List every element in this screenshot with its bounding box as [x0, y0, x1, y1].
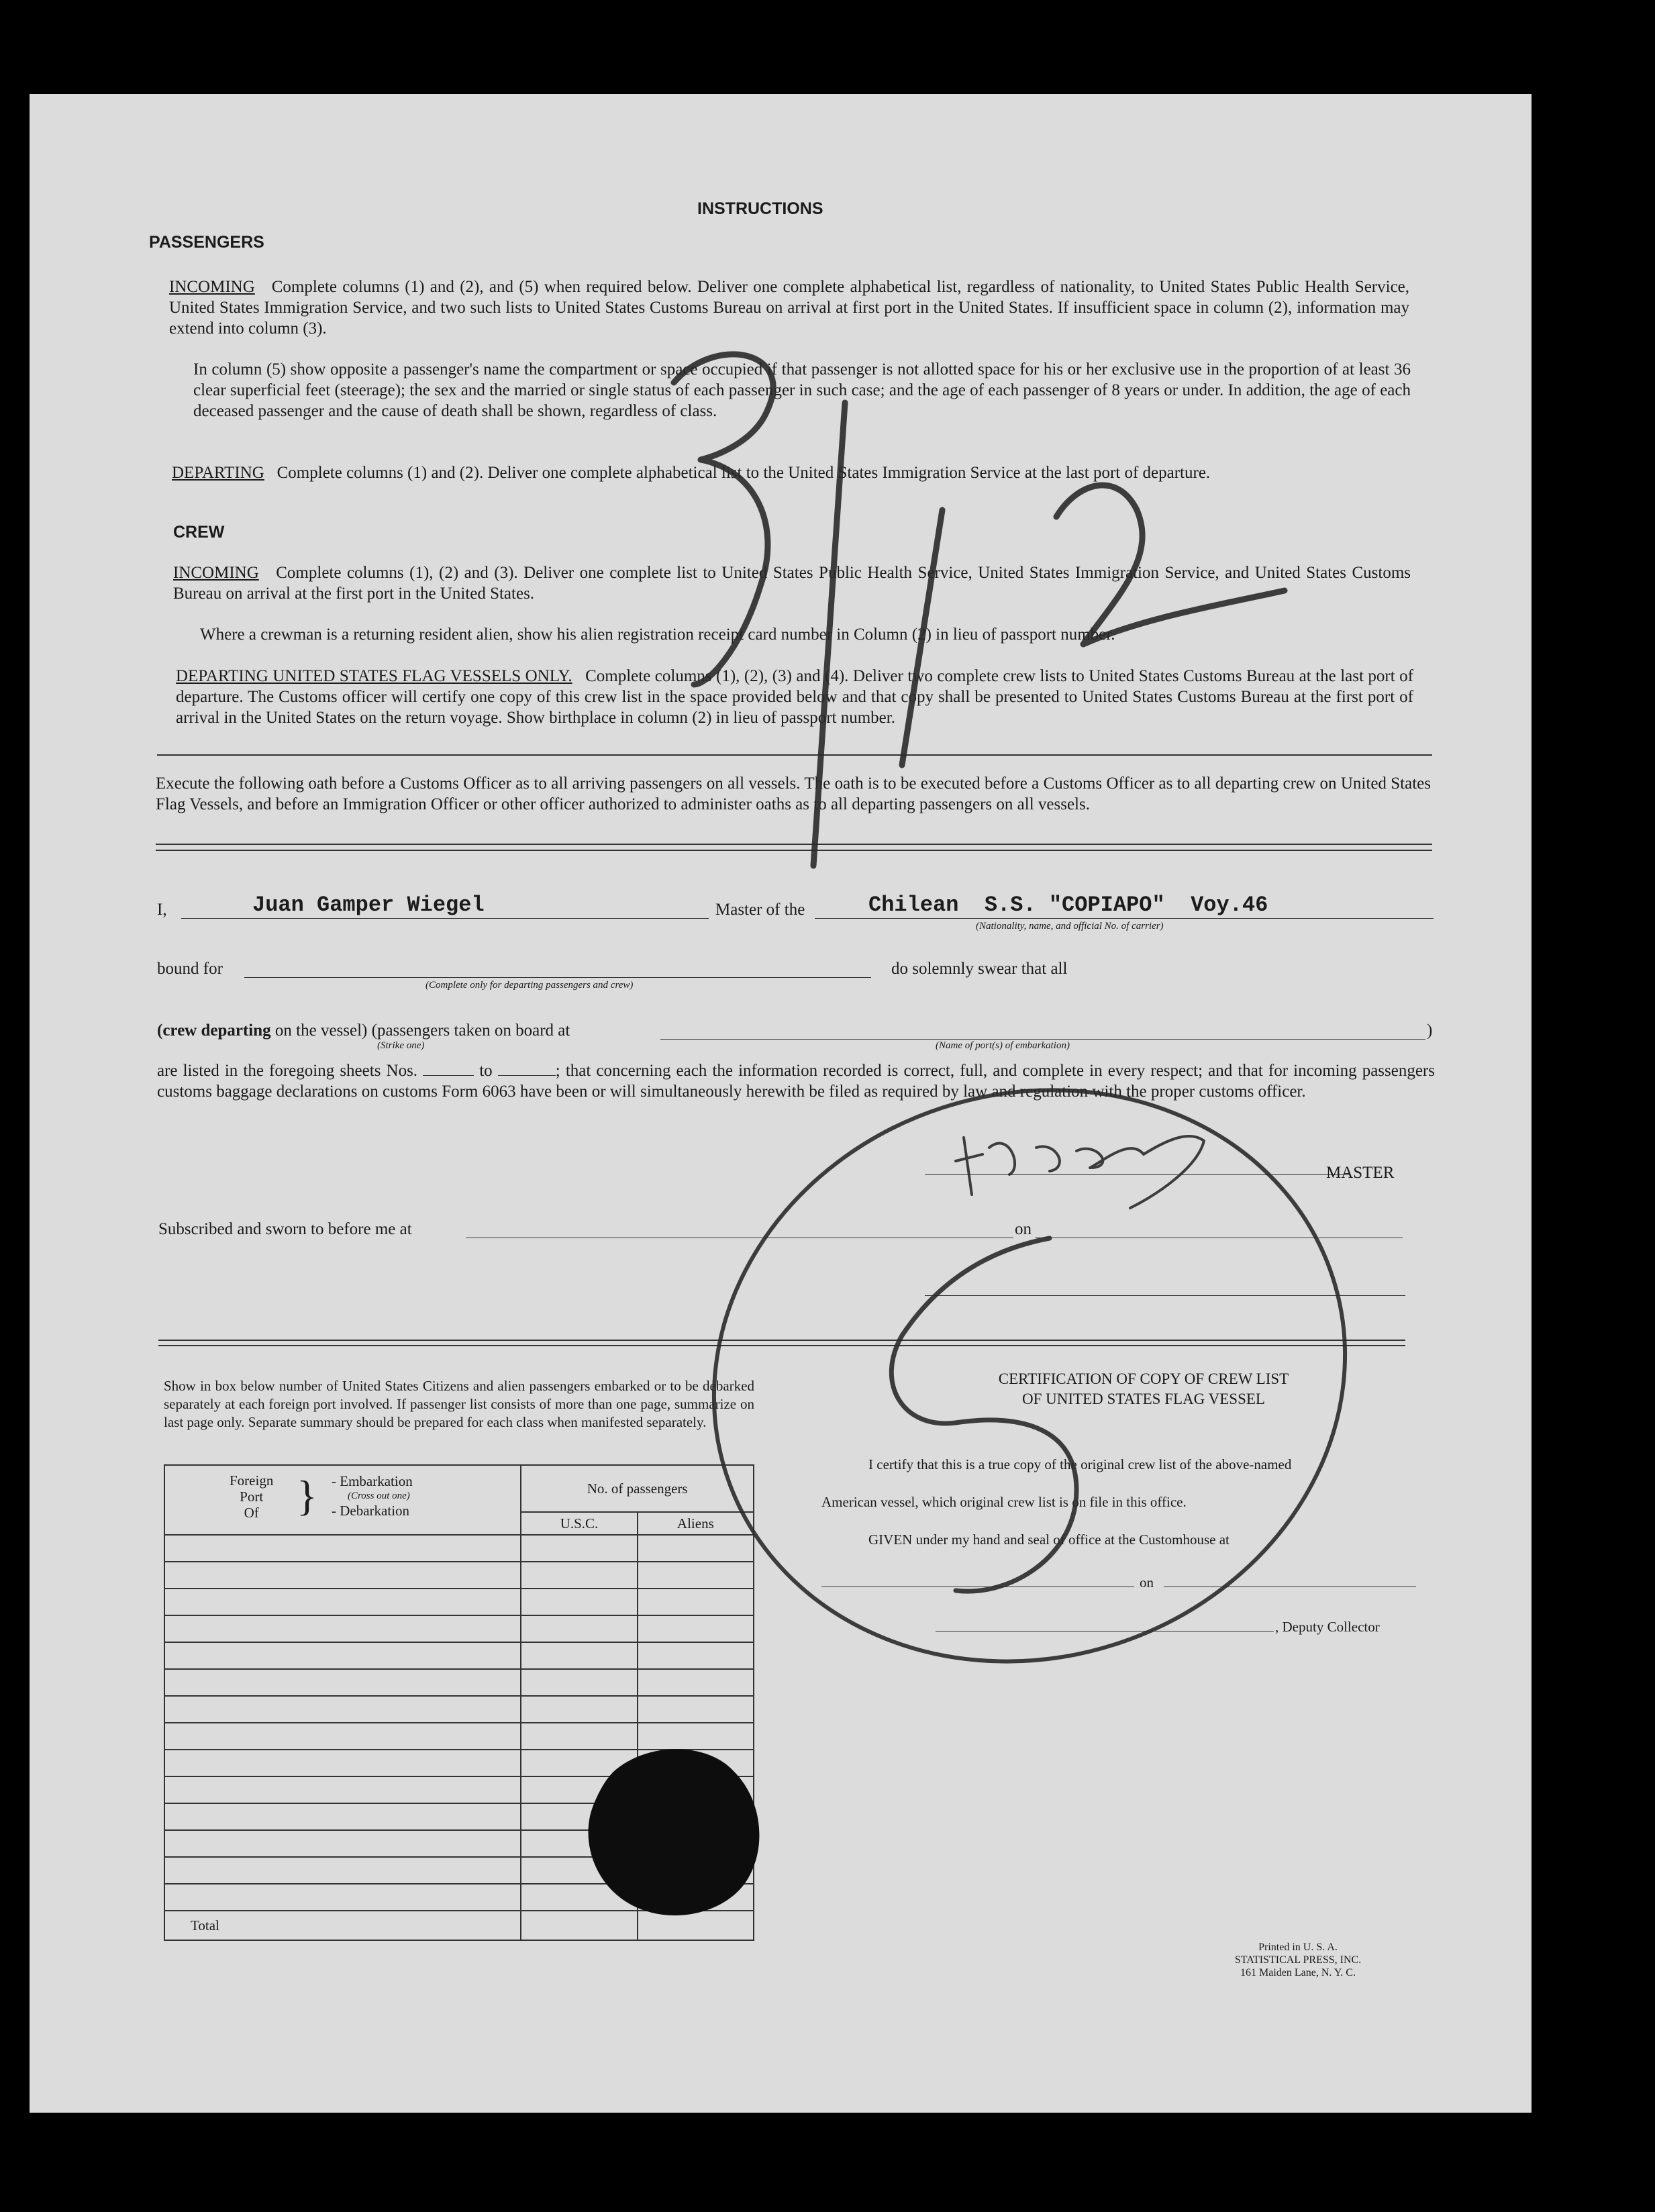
- vessel-value[interactable]: Chilean S.S. "COPIAPO" Voy.46: [868, 893, 1268, 917]
- master-name-line: [181, 918, 709, 919]
- ports-caption: (Name of port(s) of embarkation): [936, 1040, 1070, 1051]
- certification-body-line2: American vessel, which original crew list is on file in this office.: [821, 1494, 1187, 1510]
- form-page: [30, 94, 1532, 2113]
- passengers-departing-text: Complete columns (1) and (2). Deliver one complete alphabetical list to the United States Immigration Service at the last port of departure.: [277, 464, 1211, 482]
- master-name-value[interactable]: Juan Gamper Wiegel: [252, 893, 485, 917]
- certification-title-line2: OF UNITED STATES FLAG VESSEL: [1022, 1391, 1265, 1407]
- table-row[interactable]: [164, 1803, 754, 1830]
- master-signature-line[interactable]: [925, 1174, 1350, 1175]
- divider-3b: [158, 1345, 1405, 1346]
- close-paren: ): [1427, 1021, 1433, 1040]
- oath-intro-paragraph: Execute the following oath before a Customs Officer as to all arriving passengers on all vessels. The oath is to be executed before a Customs Officer as to all departing crew on United States Flag Vessels, and before an Immigration Officer or other officer authorized to administer oaths as to all departing passengers on all vessels.: [156, 774, 1431, 813]
- swear-label: do solemnly swear that all: [891, 960, 1068, 978]
- port-label: Port: [240, 1489, 264, 1505]
- passengers-departing-paragraph: [172, 462, 1409, 483]
- bound-caption: (Complete only for departing passengers and crew): [425, 980, 634, 991]
- crew-departing-strike: (crew departing: [157, 1021, 271, 1040]
- brace: }: [297, 1472, 317, 1519]
- crew-incoming-paragraph: [173, 562, 1411, 604]
- crew-incoming-label: INCOMING: [173, 564, 259, 582]
- table-row[interactable]: [164, 1696, 754, 1723]
- passengers-title: PASSENGERS: [149, 233, 264, 252]
- printer-imprint: [1197, 1941, 1399, 1979]
- divider-1: [157, 754, 1432, 756]
- foreign-label: Foreign: [230, 1472, 274, 1489]
- printer-line-3: 161 Maiden Lane, N. Y. C.: [1240, 1967, 1356, 1978]
- foreign-port-header: [164, 1465, 521, 1535]
- sheets-to-label: to: [479, 1062, 493, 1080]
- table-row[interactable]: [164, 1535, 754, 1562]
- certification-title: [895, 1369, 1392, 1409]
- table-row[interactable]: [164, 1562, 754, 1589]
- printer-line-1: Printed in U. S. A.: [1258, 1942, 1338, 1953]
- master-label: MASTER: [1326, 1164, 1395, 1182]
- oath-i-label: I,: [157, 901, 167, 919]
- crew-departing-paragraph: [176, 666, 1413, 728]
- bound-for-label: bound for: [157, 960, 223, 978]
- table-row[interactable]: [164, 1669, 754, 1696]
- cross-out-caption: (Cross out one): [348, 1491, 410, 1501]
- passengers-departing-label: DEPARTING: [172, 464, 264, 482]
- certification-title-line1: CERTIFICATION OF COPY OF CREW LIST: [998, 1370, 1289, 1387]
- master-signature: [956, 1136, 1204, 1208]
- sheet-from-field[interactable]: [423, 1075, 474, 1076]
- certification-body-line1: I certify that this is a true copy of the original crew list of the above-named: [868, 1456, 1292, 1472]
- passengers-incoming-text: Complete columns (1) and (2), and (5) when required below. Deliver one complete alphabetical list, regardless of nationality, to United States Public Health Service, United States Immigration Service, and two such lists to United States Customs Bureau on arrival at first port in the United States. If insufficient space in column (2), information may extend into column (3).: [169, 278, 1410, 338]
- box-intro-paragraph: Show in box below number of United States Citizens and alien passengers embarked or to be debarked separately at each foreign port involved. If passenger list consists of more than one page, summarize on last page only. Separate summary should be prepared for each class when manifested separately.: [164, 1378, 754, 1430]
- sheets-prefix: are listed in the foregoing sheets Nos.: [157, 1062, 418, 1080]
- embarkation-option[interactable]: - Embarkation: [332, 1473, 413, 1489]
- table-row[interactable]: [164, 1615, 754, 1642]
- table-row[interactable]: [164, 1589, 754, 1615]
- table-row[interactable]: [164, 1642, 754, 1669]
- aliens-header: Aliens: [638, 1512, 754, 1535]
- officer-signature-line[interactable]: [925, 1295, 1405, 1296]
- passengers-incoming-paragraph: [169, 276, 1409, 339]
- sheets-paragraph: [157, 1060, 1435, 1102]
- crew-departing-label: DEPARTING UNITED STATES FLAG VESSELS ONLY.: [176, 667, 572, 685]
- passenger-summary-table: [164, 1464, 754, 1941]
- divider-2b: [156, 850, 1432, 851]
- embark-ports-line[interactable]: [660, 1039, 1425, 1040]
- debarkation-option[interactable]: - Debarkation: [332, 1503, 410, 1519]
- no-of-passengers-header: No. of passengers: [521, 1465, 754, 1512]
- table-row[interactable]: [164, 1830, 754, 1857]
- crew-passengers-line: [157, 1020, 570, 1041]
- total-row[interactable]: [164, 1911, 754, 1940]
- crew-departing-text: Complete columns (1), (2), (3) and (4). Deliver two complete crew lists to United States Customs Bureau at the last port of departure. The Customs officer will certify one copy of this crew list in the space provided below and that copy shall be presented to United States Customs Bureau at the first port of arrival in the United States on the return voyage. Show birthplace in column (2) in lieu of passport number.: [176, 667, 1414, 727]
- strike-caption: (Strike one): [377, 1040, 425, 1051]
- usc-header: U.S.C.: [521, 1512, 637, 1535]
- bound-for-line[interactable]: [244, 977, 871, 978]
- column5-paragraph: In column (5) show opposite a passenger's name the compartment or space occupied if that passenger is not allotted space for his or her exclusive use in the proportion of at least 36 clear superficial feet (steerage); the sex and the married or single status of each passenger in such case; and the age of each passenger of 8 years or under. In addition, the age of each deceased passenger and the cause of death shall be shown, regardless of class.: [193, 360, 1411, 420]
- on-vessel-label: on the vessel) (passengers taken on board at: [274, 1021, 570, 1040]
- of-label: Of: [244, 1505, 259, 1521]
- subscribed-label: Subscribed and sworn to before me at: [158, 1220, 412, 1238]
- crew-title: CREW: [173, 523, 225, 542]
- vessel-line: [815, 918, 1434, 919]
- table-row[interactable]: [164, 1750, 754, 1776]
- divider-3a: [158, 1340, 1405, 1341]
- table-row[interactable]: [164, 1857, 754, 1884]
- table-row[interactable]: [164, 1776, 754, 1803]
- sheets-suffix: ; that concerning each the information recorded is correct, full, and complete in every respect; and that for incoming passengers customs baggage declarations on customs Form 6063 have been or will simultaneously herewith be filed as required by law and regulation with the proper customs officer.: [157, 1062, 1435, 1101]
- printer-line-2: STATISTICAL PRESS, INC.: [1234, 1954, 1362, 1966]
- deputy-collector-label: , Deputy Collector: [1275, 1619, 1380, 1635]
- crew-incoming-text: Complete columns (1), (2) and (3). Deliver one complete list to United States Public Health Service, United States Immigration Service, and United States Customs Bureau on arrival at the first port in the United States.: [173, 564, 1411, 603]
- crew-resident-paragraph: Where a crewman is a returning resident alien, show his alien registration receipt card number in Column (2) in lieu of passport number.: [200, 625, 1115, 644]
- divider-2a: [156, 844, 1432, 845]
- instructions-heading: INSTRUCTIONS: [697, 199, 823, 218]
- master-of-label: Master of the: [715, 901, 805, 919]
- table-row[interactable]: [164, 1723, 754, 1750]
- certification-on-label: on: [1140, 1574, 1154, 1591]
- sheet-to-field[interactable]: [498, 1075, 556, 1076]
- certification-given: GIVEN under my hand and seal of office at the Customhouse at: [868, 1531, 1230, 1548]
- vessel-caption: (Nationality, name, and official No. of carrier): [976, 921, 1164, 932]
- summary-rows: [164, 1535, 754, 1940]
- subscribed-on-label: on: [1015, 1220, 1032, 1238]
- table-row[interactable]: [164, 1884, 754, 1911]
- total-label: Total: [164, 1911, 521, 1940]
- passengers-incoming-label: INCOMING: [169, 278, 255, 296]
